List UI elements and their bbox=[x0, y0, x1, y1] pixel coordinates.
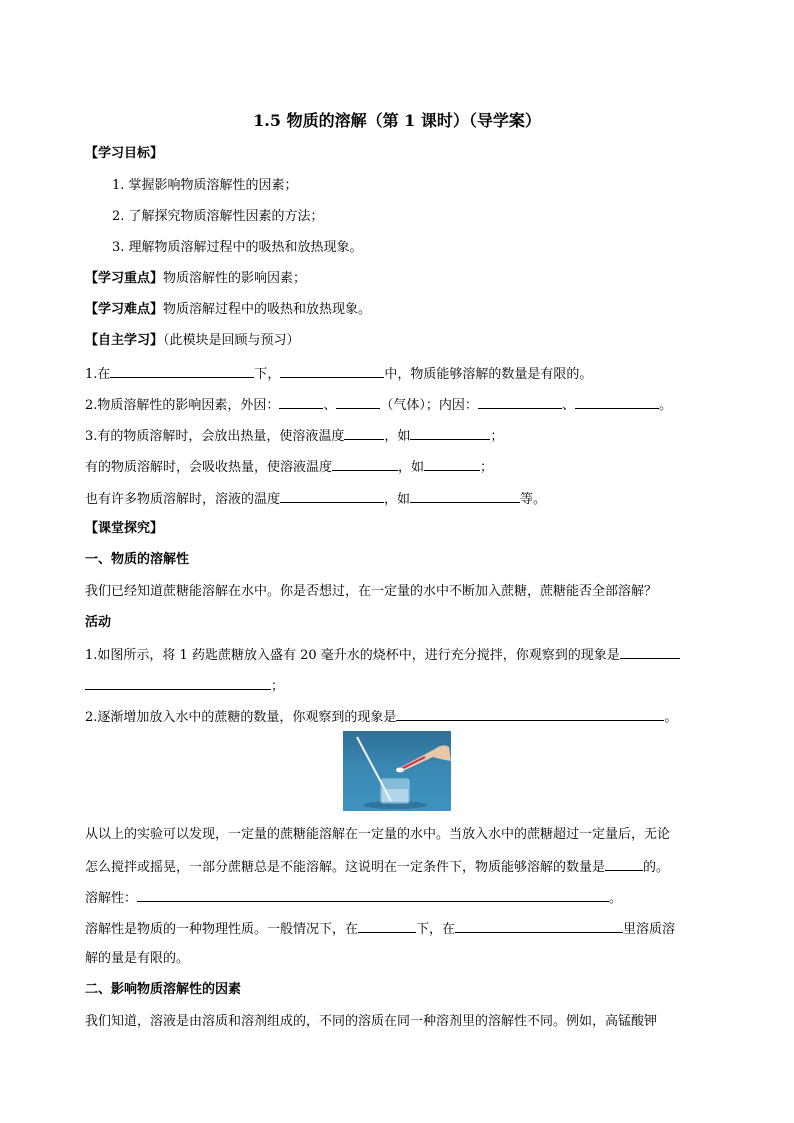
answer-blank[interactable] bbox=[279, 396, 323, 409]
key-point bbox=[85, 271, 306, 287]
answer-blank[interactable] bbox=[396, 708, 664, 721]
question-text: 溶解性是物质的一种物理性质。一般情况下，在 bbox=[85, 922, 359, 937]
difficult-point bbox=[85, 302, 371, 318]
question-text: 2.逐渐增加放入水中的蔗糖的数量，你观察到的现象是 bbox=[85, 710, 397, 725]
question-text: （气体）；内因： bbox=[380, 398, 478, 413]
question-text: 的。 bbox=[643, 860, 670, 875]
section-2-heading: 二、影响物质溶解性的因素 bbox=[85, 982, 242, 997]
answer-blank[interactable] bbox=[85, 677, 271, 690]
question-text: 1.如图所示，将 1 药匙蔗糖放入盛有 20 毫升水的烧杯中，进行充分搅拌，你观察到的现象是 bbox=[85, 648, 620, 663]
question-text: 、 bbox=[561, 398, 575, 413]
question-text: ，如 bbox=[384, 492, 411, 507]
question-text: 。 bbox=[664, 710, 678, 725]
class-explore-heading: 【课堂探究】 bbox=[85, 521, 164, 536]
answer-blank[interactable] bbox=[424, 458, 480, 471]
question-text: 溶解性： bbox=[85, 891, 138, 906]
question-text: 2.物质溶解性的影响因素，外因： bbox=[85, 398, 280, 413]
section-1-heading: 一、物质的溶解性 bbox=[85, 552, 190, 567]
activity-1 bbox=[85, 646, 680, 664]
question-4 bbox=[85, 458, 493, 476]
answer-blank[interactable] bbox=[280, 365, 384, 378]
question-3 bbox=[85, 427, 503, 445]
answer-blank[interactable] bbox=[137, 889, 609, 902]
objective-item: 2. 了解探究物质溶解性因素的方法； bbox=[112, 209, 324, 224]
answer-blank[interactable] bbox=[620, 646, 680, 659]
activity-1-cont bbox=[85, 677, 284, 695]
conclusion-line-2 bbox=[85, 858, 669, 876]
question-text: ，如 bbox=[384, 429, 411, 444]
conclusion-line-1: 从以上的实验可以发现，一定量的蔗糖能溶解在一定量的水中。当放入水中的蔗糖超过一定量后，无论 bbox=[85, 827, 671, 842]
question-text: 3.有的物质溶解时，会放出热量，使溶液温度 bbox=[85, 429, 345, 444]
question-text: 下，在 bbox=[416, 922, 456, 937]
answer-blank[interactable] bbox=[455, 920, 623, 933]
question-text: 中，物质能够溶解的数量是有限的。 bbox=[384, 367, 593, 382]
objective-item: 3. 理解物质溶解过程中的吸热和放热现象。 bbox=[112, 240, 363, 255]
objective-item: 1. 掌握影响物质溶解性的因素； bbox=[112, 178, 298, 193]
question-text: 也有许多物质溶解时，溶液的温度 bbox=[85, 492, 281, 507]
answer-blank[interactable] bbox=[358, 920, 416, 933]
question-text: 。 bbox=[658, 398, 672, 413]
section-1-intro: 我们已经知道蔗糖能溶解在水中。你是否想过，在一定量的水中不断加入蔗糖，蔗糖能否全部溶解？ bbox=[85, 584, 658, 599]
answer-blank[interactable] bbox=[336, 396, 380, 409]
answer-blank[interactable] bbox=[332, 458, 398, 471]
question-text: 。 bbox=[609, 891, 623, 906]
experiment-photo bbox=[343, 731, 451, 811]
solubility-definition bbox=[85, 889, 622, 907]
self-study-label: 【自主学习】 bbox=[85, 333, 164, 348]
page-title: 1.5 物质的溶解（第 1 课时）（导学案） bbox=[253, 111, 541, 130]
answer-blank[interactable] bbox=[410, 490, 520, 503]
activity-label: 活动 bbox=[85, 615, 112, 630]
property-line-1 bbox=[85, 920, 675, 938]
property-line-2: 解的量是有限的。 bbox=[85, 951, 190, 966]
question-text: ，如 bbox=[398, 460, 425, 475]
answer-blank[interactable] bbox=[605, 858, 643, 871]
key-point-label: 【学习重点】 bbox=[85, 271, 164, 286]
answer-blank[interactable] bbox=[280, 490, 384, 503]
self-study-heading bbox=[85, 333, 300, 349]
answer-blank[interactable] bbox=[575, 396, 659, 409]
section-2-text: 我们知道，溶液是由溶质和溶剂组成的，不同的溶质在同一种溶剂里的溶解性不同。例如，高锰酸钾 bbox=[85, 1014, 658, 1029]
question-5 bbox=[85, 490, 546, 508]
question-text: ； bbox=[271, 679, 285, 694]
question-2 bbox=[85, 396, 672, 414]
answer-blank[interactable] bbox=[410, 427, 490, 440]
question-text: ； bbox=[480, 460, 494, 475]
question-text: ； bbox=[490, 429, 504, 444]
question-text: 、 bbox=[323, 398, 337, 413]
difficult-point-text: 物质溶解过程中的吸热和放热现象。 bbox=[163, 302, 372, 317]
question-text: 有的物质溶解时，会吸收热量，使溶液温度 bbox=[85, 460, 333, 475]
answer-blank[interactable] bbox=[110, 365, 254, 378]
question-text: 怎么搅拌或摇晃，一部分蔗糖总是不能溶解。这说明在一定条件下，物质能够溶解的数量是 bbox=[85, 860, 606, 875]
key-point-text: 物质溶解性的影响因素； bbox=[163, 271, 307, 286]
difficult-point-label: 【学习难点】 bbox=[85, 302, 164, 317]
question-text: 1.在 bbox=[85, 367, 111, 382]
question-text: 里溶质溶 bbox=[623, 922, 676, 937]
objectives-heading: 【学习目标】 bbox=[85, 146, 164, 161]
activity-2 bbox=[85, 708, 677, 726]
answer-blank[interactable] bbox=[478, 396, 562, 409]
question-1 bbox=[85, 365, 592, 383]
beaker-spoon-illustration bbox=[343, 731, 451, 811]
question-text: 下， bbox=[254, 367, 281, 382]
question-text: 等。 bbox=[520, 492, 547, 507]
self-study-note: （此模块是回顾与预习） bbox=[163, 333, 300, 348]
answer-blank[interactable] bbox=[344, 427, 384, 440]
